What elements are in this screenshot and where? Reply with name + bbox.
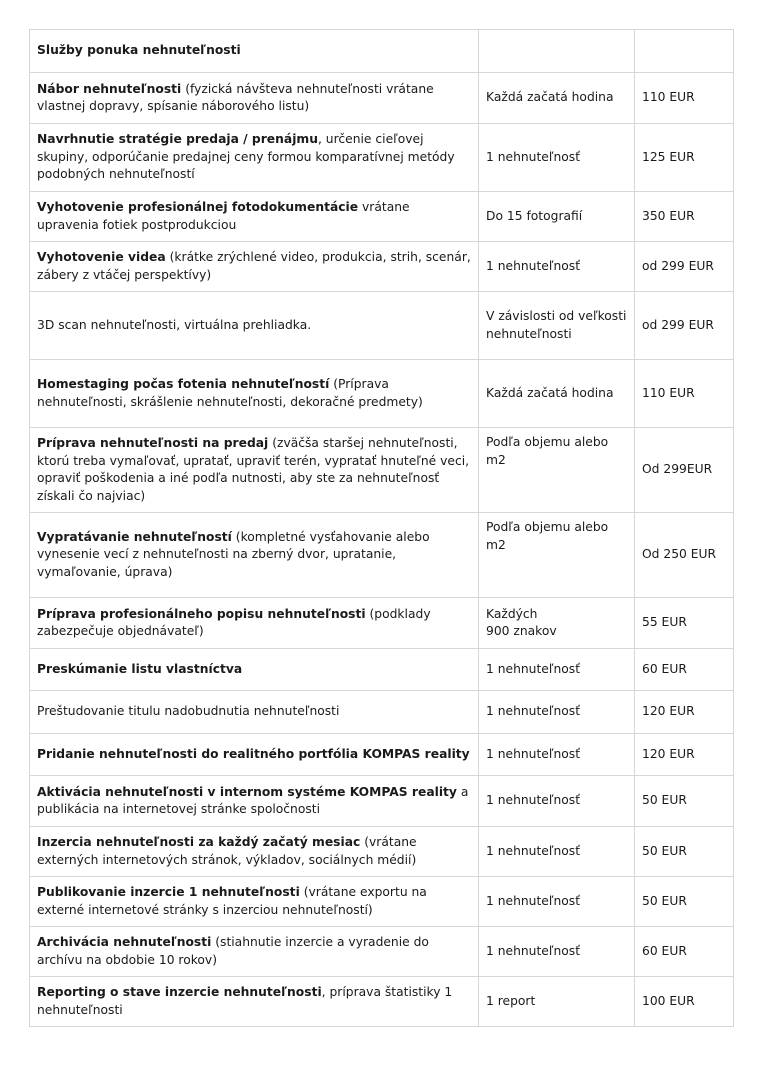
table-row	[30, 877, 734, 927]
unit-cell: 1 nehnuteľnosť	[479, 691, 635, 734]
price-cell: 110 EUR	[635, 360, 734, 428]
unit-cell: 1 nehnuteľnosť	[479, 877, 635, 927]
price-cell: 350 EUR	[635, 192, 734, 242]
service-cell	[30, 73, 479, 124]
service-description: 3D scan nehnuteľnosti, virtuálna prehliadka.	[37, 317, 312, 332]
unit-cell: V závislosti od veľkosti nehnuteľnosti	[479, 292, 635, 360]
table-header-empty-cell	[479, 30, 635, 73]
table-row	[30, 73, 734, 124]
service-cell	[30, 428, 479, 513]
service-description: , určenie cieľovej skupiny, odporúčanie predajnej ceny formou komparatívnej metódy podobných nehnuteľností	[37, 132, 455, 182]
unit-cell: 1 nehnuteľnosť	[479, 124, 635, 192]
unit-cell: Každá začatá hodina	[479, 360, 635, 428]
service-description: (zväčša staršej nehnuteľnosti, ktorú treba vymaľovať, upratať, upraviť terén, vypratať hnuteľné veci, opraviť poškodenia a iné podľa nutnosti, aby ste za nehnuteľnosť získali čo najviac)	[37, 436, 470, 503]
service-title: Príprava nehnuteľnosti na predaj	[37, 436, 269, 450]
table-row	[30, 192, 734, 242]
service-cell	[30, 877, 479, 927]
price-cell: od 299 EUR	[635, 242, 734, 292]
service-cell	[30, 513, 479, 598]
service-cell	[30, 827, 479, 877]
unit-cell: 1 nehnuteľnosť	[479, 734, 635, 776]
service-title: Homestaging počas fotenia nehnuteľností	[37, 377, 330, 391]
service-title: Aktivácia nehnuteľnosti v internom systéme KOMPAS reality	[37, 784, 457, 799]
unit-cell: Každých 900 znakov	[479, 598, 635, 649]
unit-cell: 1 nehnuteľnosť	[479, 242, 635, 292]
service-description: (krátke zrýchlené video, produkcia, strih, scenár, zábery z vtáčej perspektívy)	[37, 250, 471, 282]
service-description: (podklady zabezpečuje objednávateľ)	[37, 606, 431, 638]
service-cell	[30, 192, 479, 242]
service-title: Vyhotovenie videa	[37, 250, 166, 264]
service-cell	[30, 927, 479, 977]
unit-cell: Podľa objemu alebo m2	[479, 513, 635, 598]
table-row	[30, 649, 734, 691]
service-cell	[30, 734, 479, 776]
table-header-empty-cell	[635, 30, 734, 73]
service-description: vrátane upravenia fotiek postprodukciou	[37, 200, 410, 232]
price-cell: 60 EUR	[635, 927, 734, 977]
service-description: (fyzická návšteva nehnuteľnosti vrátane vlastnej dopravy, spísanie náborového listu)	[37, 81, 434, 113]
unit-cell: 1 nehnuteľnosť	[479, 776, 635, 827]
price-cell: 125 EUR	[635, 124, 734, 192]
table-header-title: Služby ponuka nehnuteľnosti	[30, 30, 479, 73]
service-title: Nábor nehnuteľnosti	[37, 81, 182, 96]
services-price-table	[29, 29, 734, 1027]
service-description: Preštudovanie titulu nadobudnutia nehnuteľnosti	[37, 704, 340, 719]
service-cell	[30, 124, 479, 192]
service-cell	[30, 977, 479, 1027]
price-cell: Od 299EUR	[635, 428, 734, 513]
price-cell: Od 250 EUR	[635, 513, 734, 598]
service-cell	[30, 691, 479, 734]
table-row	[30, 827, 734, 877]
price-cell: 100 EUR	[635, 977, 734, 1027]
price-cell: 120 EUR	[635, 691, 734, 734]
table-row	[30, 776, 734, 827]
service-description: (stiahnutie inzercie a vyradenie do archívu na obdobie 10 rokov)	[37, 935, 429, 967]
table-header-row	[30, 30, 734, 73]
price-cell: 50 EUR	[635, 776, 734, 827]
service-description: , príprava štatistiky 1 nehnuteľnosti	[37, 985, 453, 1017]
unit-cell: 1 nehnuteľnosť	[479, 827, 635, 877]
table-row	[30, 292, 734, 360]
unit-cell: 1 report	[479, 977, 635, 1027]
service-title: Vypratávanie nehnuteľností	[37, 529, 232, 544]
service-title: Archivácia nehnuteľnosti	[37, 935, 212, 949]
table-row	[30, 513, 734, 598]
table-row	[30, 598, 734, 649]
unit-cell: 1 nehnuteľnosť	[479, 649, 635, 691]
service-cell	[30, 242, 479, 292]
price-cell: 60 EUR	[635, 649, 734, 691]
service-title: Príprava profesionálneho popisu nehnuteľnosti	[37, 606, 366, 621]
unit-cell: 1 nehnuteľnosť	[479, 927, 635, 977]
price-cell: 50 EUR	[635, 877, 734, 927]
service-title: Inzercia nehnuteľnosti za každý začatý mesiac	[37, 835, 361, 849]
service-description: (Príprava nehnuteľnosti, skrášlenie nehnuteľnosti, dekoračné predmety)	[37, 377, 423, 409]
service-title: Vyhotovenie profesionálnej fotodokumentácie	[37, 200, 359, 214]
service-description: (kompletné vysťahovanie alebo vynesenie vecí z nehnuteľnosti na zberný dvor, upratanie, vymaľovanie, úprava)	[37, 529, 430, 579]
unit-cell: Podľa objemu alebo m2	[479, 428, 635, 513]
service-cell	[30, 360, 479, 428]
service-cell	[30, 292, 479, 360]
table-row	[30, 124, 734, 192]
price-cell: 110 EUR	[635, 73, 734, 124]
service-description: (vrátane externých internetových stránok, výkladov, sociálnych médií)	[37, 835, 417, 867]
service-description: a publikácia na internetovej stránke spoločnosti	[37, 784, 469, 816]
table-row	[30, 734, 734, 776]
service-title: Pridanie nehnuteľnosti do realitného portfólia KOMPAS reality	[37, 746, 470, 761]
service-cell	[30, 598, 479, 649]
unit-cell: Každá začatá hodina	[479, 73, 635, 124]
service-title: Reporting o stave inzercie nehnuteľnosti	[37, 985, 322, 999]
unit-cell: Do 15 fotografií	[479, 192, 635, 242]
service-cell	[30, 776, 479, 827]
table-row	[30, 242, 734, 292]
table-row	[30, 691, 734, 734]
table-row	[30, 360, 734, 428]
table-row	[30, 977, 734, 1027]
price-cell: 120 EUR	[635, 734, 734, 776]
price-cell: od 299 EUR	[635, 292, 734, 360]
table-row	[30, 927, 734, 977]
price-cell: 55 EUR	[635, 598, 734, 649]
service-cell	[30, 649, 479, 691]
service-description: (vrátane exportu na externé internetové stránky s inzerciou nehnuteľností)	[37, 885, 427, 917]
price-cell: 50 EUR	[635, 827, 734, 877]
service-title: Publikovanie inzercie 1 nehnuteľnosti	[37, 885, 300, 899]
service-title: Navrhnutie stratégie predaja / prenájmu	[37, 132, 318, 147]
table-row	[30, 428, 734, 513]
service-title: Preskúmanie listu vlastníctva	[37, 661, 243, 676]
